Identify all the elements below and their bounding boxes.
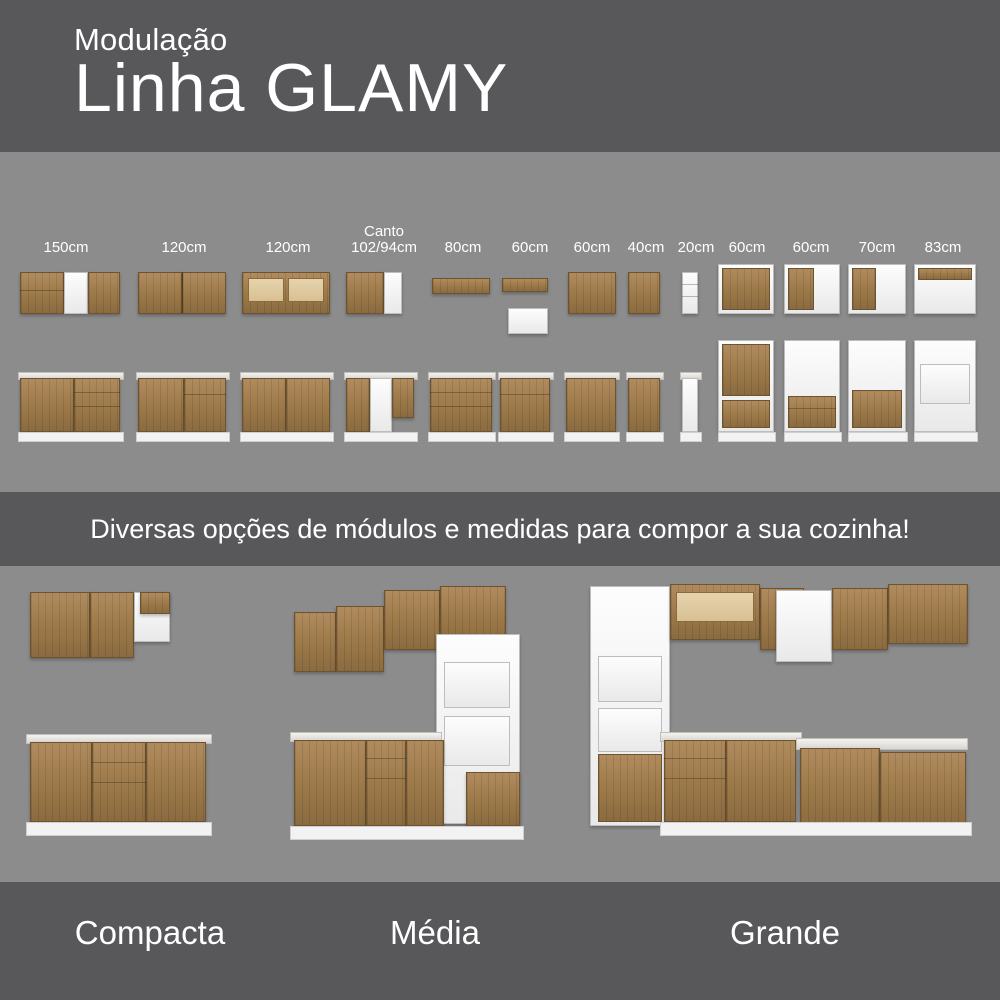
module-size-label: 60cm — [573, 239, 611, 256]
modules-row-upper — [0, 254, 1000, 334]
header-kicker: Modulação — [74, 22, 228, 57]
tagline-bar — [0, 492, 1000, 566]
header — [0, 0, 1000, 152]
kitchens-section — [0, 566, 1000, 882]
module-size-label: 20cm — [677, 239, 715, 256]
module-size-label: 60cm — [511, 239, 549, 256]
footer — [0, 882, 1000, 1000]
kitchen-name-media: Média — [390, 914, 480, 951]
kitchen-media — [270, 566, 570, 882]
module-size-labels — [0, 152, 1000, 256]
modules-section — [0, 152, 1000, 492]
module-size-label: 80cm — [444, 239, 482, 256]
module-size-label: 120cm — [265, 239, 311, 256]
kitchen-compacta — [0, 566, 300, 882]
module-size-label: 60cm — [728, 239, 766, 256]
module-size-label: 70cm — [858, 239, 896, 256]
module-size-label-canto: Canto — [363, 223, 405, 240]
kitchen-name-grande: Grande — [729, 914, 841, 951]
modules-row-lower — [0, 360, 1000, 440]
module-size-label: 120cm — [161, 239, 207, 256]
kitchen-grande — [560, 566, 1000, 882]
page-title: Linha GLAMY — [74, 50, 509, 126]
tagline-text: Diversas opções de módulos e medidas para compor a sua cozinha! — [90, 513, 910, 544]
module-size-label: 40cm — [627, 239, 665, 256]
module-size-label: 60cm — [792, 239, 830, 256]
module-size-label-canto-size: 102/94cm — [351, 239, 417, 256]
module-size-label: 150cm — [43, 239, 89, 256]
kitchen-name-compacta: Compacta — [74, 914, 226, 951]
module-size-label: 83cm — [924, 239, 962, 256]
